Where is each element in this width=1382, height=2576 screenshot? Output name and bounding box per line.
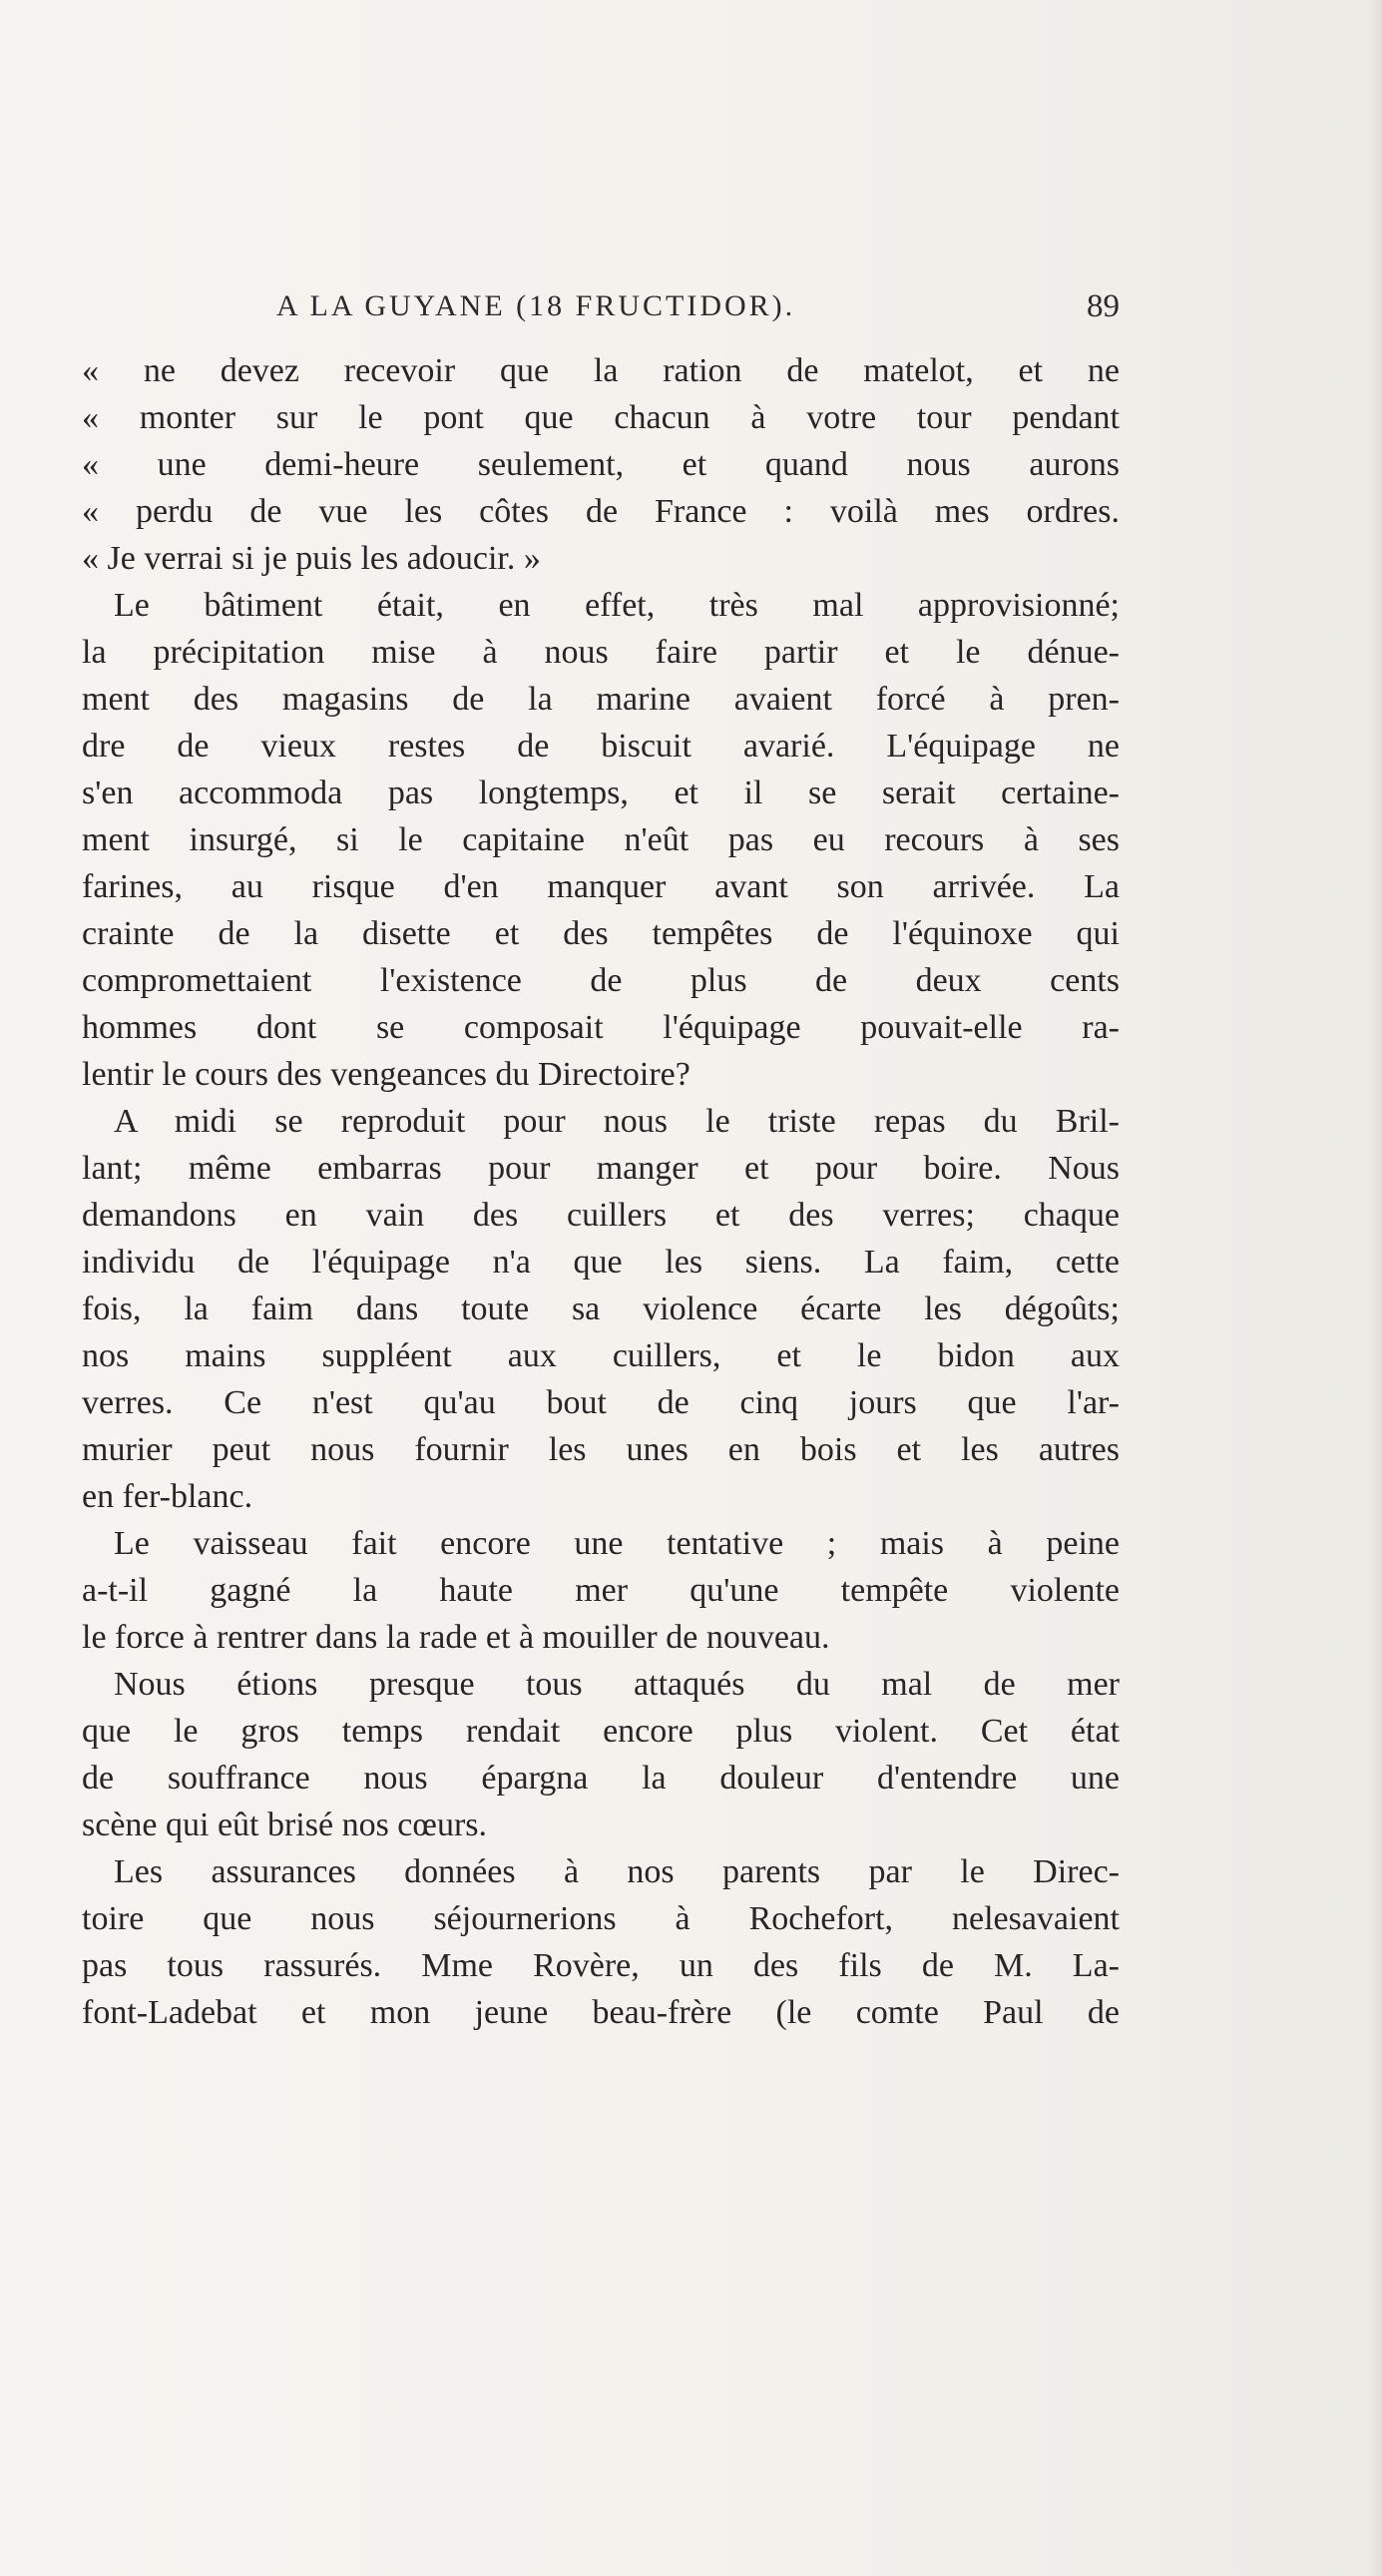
text-line: de souffrance nous épargna la douleur d'entendre une [82, 1760, 1120, 1797]
text-line: fois, la faim dans toute sa violence écarte les dégoûts; [82, 1290, 1120, 1327]
text-line: font-Ladebat et mon jeune beau-frère (le comte Paul de [82, 1994, 1120, 2031]
text-line: « Je verrai si je puis les adoucir. » [82, 540, 541, 577]
text-line: dre de vieux restes de biscuit avarié. L'équipage ne [82, 728, 1120, 765]
text-line: ment des magasins de la marine avaient forcé à pren- [82, 681, 1120, 718]
text-line: farines, au risque d'en manquer avant son arrivée. La [82, 868, 1120, 905]
text-line: pas tous rassurés. Mme Rovère, un des fils de M. La- [82, 1947, 1120, 1984]
text-line: hommes dont se composait l'équipage pouvait-elle ra- [82, 1009, 1120, 1046]
running-title: A LA GUYANE (18 FRUCTIDOR). [276, 289, 796, 322]
text-line: Les assurances données à nos parents par le Direc- [114, 1853, 1120, 1890]
text-line: scène qui eût brisé nos cœurs. [82, 1806, 488, 1843]
text-line: nos mains suppléent aux cuillers, et le bidon aux [82, 1337, 1120, 1374]
text-line: Le vaisseau fait encore une tentative ; mais à peine [114, 1525, 1120, 1562]
text-line: « une demi-heure seulement, et quand nous aurons [82, 446, 1120, 483]
text-line: compromettaient l'existence de plus de deux cents [82, 962, 1120, 999]
text-line: lant; même embarras pour manger et pour boire. Nous [82, 1150, 1120, 1187]
text-line: toire que nous séjournerions à Rochefort, nelesavaient [82, 1900, 1120, 1937]
text-line: Nous étions presque tous attaqués du mal de mer [114, 1666, 1120, 1703]
text-line: « perdu de vue les côtes de France : voilà mes ordres. [82, 493, 1120, 530]
text-line: A midi se reproduit pour nous le triste repas du Bril- [114, 1103, 1120, 1140]
text-line: verres. Ce n'est qu'au bout de cinq jours que l'ar- [82, 1384, 1120, 1421]
text-line: ment insurgé, si le capitaine n'eût pas eu recours à ses [82, 821, 1120, 858]
text-line: que le gros temps rendait encore plus violent. Cet état [82, 1713, 1120, 1750]
text-line: « monter sur le pont que chacun à votre tour pendant [82, 399, 1120, 436]
text-line: en fer-blanc. [82, 1478, 253, 1515]
text-line: crainte de la disette et des tempêtes de l'équinoxe qui [82, 915, 1120, 952]
text-line: demandons en vain des cuillers et des verres; chaque [82, 1197, 1120, 1234]
text-line: s'en accommoda pas longtemps, et il se serait certaine- [82, 774, 1120, 811]
text-line: « ne devez recevoir que la ration de matelot, et ne [82, 352, 1120, 389]
text-line: Le bâtiment était, en effet, très mal approvisionné; [114, 587, 1120, 624]
page-number: 89 [1087, 288, 1120, 324]
text-line: le force à rentrer dans la rade et à mouiller de nouveau. [82, 1619, 830, 1656]
page-edge-shadow [1368, 0, 1382, 2576]
text-line: individu de l'équipage n'a que les siens. La faim, cette [82, 1244, 1120, 1281]
text-line: murier peut nous fournir les unes en bois et les autres [82, 1431, 1120, 1468]
running-head [82, 281, 1120, 331]
text-line: la précipitation mise à nous faire partir et le dénue- [82, 634, 1120, 671]
body-text [82, 347, 1120, 2036]
text-line: lentir le cours des vengeances du Directoire? [82, 1056, 691, 1093]
text-line: a-t-il gagné la haute mer qu'une tempête violente [82, 1572, 1120, 1609]
